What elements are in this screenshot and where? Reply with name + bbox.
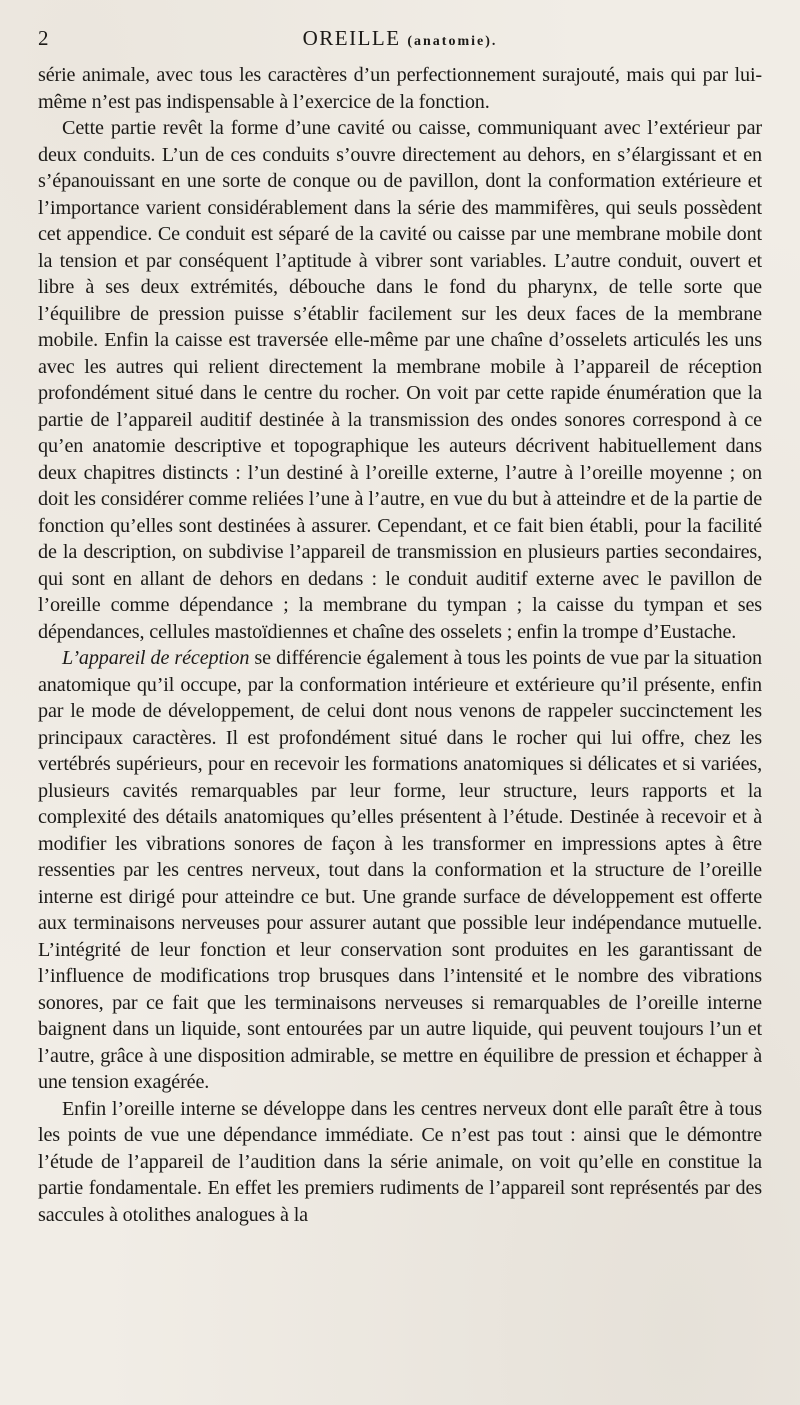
running-title <box>38 26 762 51</box>
paragraph-text: se différencie également à tous les points de vue par la situation anatomique qu’il occupe, par la conformation intérieure et extérieure qu’il présente, enfin par le mode de développement, de celui dont nous venons de rappeler succinctement les principaux caractères. Il est profondément situé dans le rocher qui lui offre, chez les vertébrés supérieurs, pour en recevoir les formations anatomiques si délicates et si variées, plusieurs cavités remarquables par leur forme, leur structure, leurs rapports et la complexité des détails anatomiques qu’elles présentent à l’étude. Destinée à recevoir et à modifier les vibrations sonores de façon à les transformer en impressions aptes à être ressenties par les centres nerveux, tout dans la conformation et la structure de l’oreille interne est dirigé pour atteindre ce but. Une grande surface de développement est offerte aux terminaisons nerveuses pour assurer autant que possible leur indépendance mutuelle. L’intégrité de leur fonction et leur conservation sont produites en les garantissant de l’influence de modifications trop brusques dans l’intensité et le nombre des vibrations sonores, par ce fait que les terminaisons nerveuses si remarquables de l’oreille interne baignent dans un liquide, sont entourées par un autre liquide, qui peuvent toujours l’un et l’autre, grâce à une disposition admirable, se mettre en équilibre de pression et échapper à une tension exagérée. <box>38 647 762 1093</box>
paragraph-reception <box>38 645 762 1096</box>
paragraph-transmission <box>38 115 762 645</box>
running-header <box>38 26 762 56</box>
running-title-main: OREILLE <box>302 26 401 50</box>
paragraph-text: Enfin l’oreille interne se développe dans les centres nerveux dont elle paraît être à tous les points de vue une dépendance immédiate. Ce n’est pas tout : ainsi que le démontre l’étude de l’appareil de l’audition dans la série animale, on voit qu’elle en constitue la partie fondamentale. En effet les premiers rudiments de l’appareil sont représentés par des saccules à otolithes analogues à la <box>38 1097 762 1226</box>
paragraph-continued <box>38 62 762 115</box>
running-title-subject: (anatomie). <box>407 34 498 49</box>
paragraph-text: Cette partie revêt la forme d’une cavité ou caisse, communiquant avec l’extérieur par deux conduits. L’un de ces conduits s’ouvre directement au dehors, en s’élargissant et en s’épanouissant en une sorte de conque ou de pavillon, dont la conformation extérieure et l’importance varient considérablement dans la série des mammifères, qui seuls possèdent cet appendice. Ce conduit est séparé de la cavité ou caisse par une membrane mobile dont la tension et par conséquent l’aptitude à vibrer sont variables. L’autre conduit, ouvert et libre à ses deux extrémités, débouche dans le fond du pharynx, de telle sorte que l’équilibre de pression puisse s’établir facilement sur les deux faces de la membrane mobile. Enfin la caisse est traversée elle-même par une chaîne d’osselets articulés les uns avec les autres qui relient directement la membrane mobile à l’appareil de réception profondément situé dans le centre du rocher. On voit par cette rapide énumération que la partie de l’appareil auditif destinée à la transmission des ondes sonores correspond à ce qu’en anatomie descriptive et topographique les auteurs décrivent habituellement dans deux chapitres distincts : l’un destiné à l’oreille externe, l’autre à l’oreille moyenne ; on doit les considérer comme reliées l’une à l’autre, en vue du but à atteindre et de la partie de fonction qu’elles sont destinées à assurer. Cependant, et ce fait bien établi, pour la facilité de la description, on subdivise l’appareil de transmission en plusieurs parties secondaires, qui sont en allant de dehors en dedans : le conduit auditif externe avec le pavillon de l’oreille comme dépendance ; la membrane du tympan ; la caisse du tympan et ses dépendances, cellules mastoïdiennes et chaîne des osselets ; enfin la trompe d’Eustache. <box>38 117 762 643</box>
page-number: 2 <box>38 26 49 50</box>
paragraph-text: série animale, avec tous les caractères d’un perfectionnement surajouté, mais qui par lui-même n’est pas indispensable à l’exercice de la fonction. <box>38 64 762 113</box>
body-text <box>38 62 762 1228</box>
italic-term: L’appareil de réception <box>62 647 250 669</box>
paragraph-inner-ear <box>38 1096 762 1229</box>
